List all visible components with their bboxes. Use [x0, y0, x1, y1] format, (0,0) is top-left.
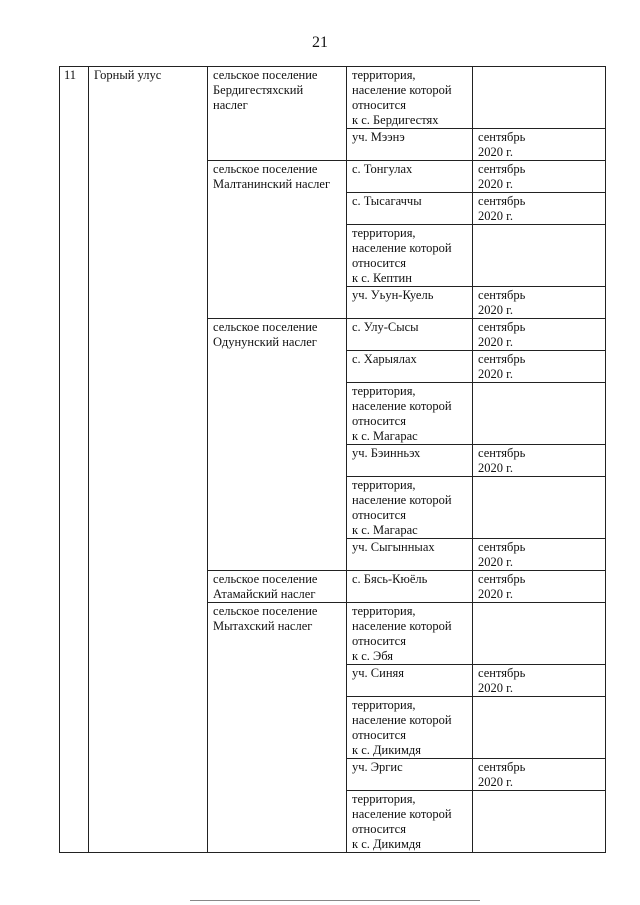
place-name: уч. Уьун-Куель [347, 287, 473, 319]
census-date [473, 225, 606, 287]
census-date [473, 67, 606, 129]
place-name: территория, население которой относится к с. Дикимдя [347, 791, 473, 853]
place-name: с. Улу-Сысы [347, 319, 473, 351]
place-name: территория, население которой относится к с. Кептин [347, 225, 473, 287]
place-name: уч. Сыгынныах [347, 539, 473, 571]
census-date: сентябрь 2020 г. [473, 129, 606, 161]
census-date: сентябрь 2020 г. [473, 665, 606, 697]
row-number: 11 [60, 67, 89, 853]
settlement-name: сельское поселение Бердигестяхский наслег [208, 67, 347, 161]
census-date [473, 697, 606, 759]
place-name: территория, население которой относится к с. Магарас [347, 477, 473, 539]
census-date: сентябрь 2020 г. [473, 445, 606, 477]
settlement-name: сельское поселение Одунунский наслег [208, 319, 347, 571]
census-date [473, 603, 606, 665]
place-name: уч. Синяя [347, 665, 473, 697]
census-date: сентябрь 2020 г. [473, 351, 606, 383]
settlement-name: сельское поселение Мытахский наслег [208, 603, 347, 853]
page-number: 21 [312, 34, 328, 51]
place-name: уч. Мээнэ [347, 129, 473, 161]
place-name: с. Тонгулах [347, 161, 473, 193]
place-name: территория, население которой относится к с. Эбя [347, 603, 473, 665]
place-name: уч. Бэинньэх [347, 445, 473, 477]
census-date: сентябрь 2020 г. [473, 759, 606, 791]
settlement-name: сельское поселение Малтанинский наслег [208, 161, 347, 319]
settlement-name: сельское поселение Атамайский наслег [208, 571, 347, 603]
place-name: территория, население которой относится к с. Магарас [347, 383, 473, 445]
place-name: с. Бясь-Кюёль [347, 571, 473, 603]
district-name: Горный улус [89, 67, 208, 853]
census-date: сентябрь 2020 г. [473, 161, 606, 193]
census-date: сентябрь 2020 г. [473, 539, 606, 571]
census-date [473, 791, 606, 853]
scan-edge-line [190, 900, 480, 901]
place-name: с. Харыялах [347, 351, 473, 383]
census-date: сентябрь 2020 г. [473, 193, 606, 225]
place-name: территория, население которой относится к с. Дикимдя [347, 697, 473, 759]
table-row [60, 67, 606, 129]
census-date: сентябрь 2020 г. [473, 319, 606, 351]
place-name: уч. Эргис [347, 759, 473, 791]
census-date: сентябрь 2020 г. [473, 287, 606, 319]
place-name: с. Тысагаччы [347, 193, 473, 225]
census-date [473, 383, 606, 445]
census-date: сентябрь 2020 г. [473, 571, 606, 603]
census-date [473, 477, 606, 539]
settlements-table [59, 66, 606, 853]
place-name: территория, население которой относится к с. Бердигестях [347, 67, 473, 129]
table-body [60, 67, 606, 853]
